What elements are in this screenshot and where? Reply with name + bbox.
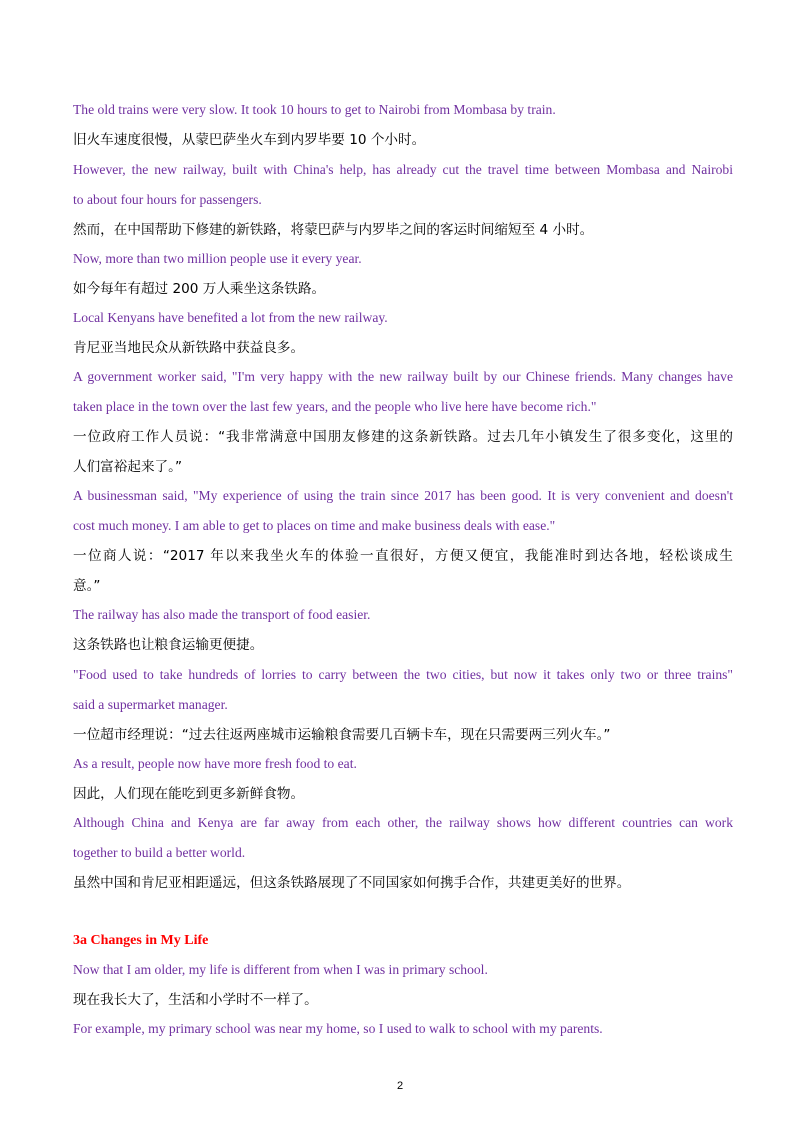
- chinese-line: 如今每年有超过 200 万人乘坐这条铁路。: [73, 281, 326, 297]
- chinese-line: 旧火车速度很慢，从蒙巴萨坐火车到内罗毕要 10 个小时。: [73, 132, 426, 148]
- english-line: Although China and Kenya are far away from each other, the railway shows how different countries can work: [73, 815, 733, 830]
- english-line: The old trains were very slow. It took 10 hours to get to Nairobi from Mombasa by train.: [73, 102, 556, 117]
- chinese-line: 然而，在中国帮助下修建的新铁路，将蒙巴萨与内罗毕之间的客运时间缩短至 4 小时。: [73, 222, 594, 238]
- english-line: The railway has also made the transport of food easier.: [73, 607, 371, 622]
- english-line: said a supermarket manager.: [73, 697, 228, 712]
- english-line: to about four hours for passengers.: [73, 192, 262, 207]
- chinese-line: 一位超市经理说：“过去往返两座城市运输粮食需要几百辆卡车，现在只需要两三列火车。”: [73, 727, 611, 743]
- english-line: A businessman said, "My experience of using the train since 2017 has been good. It is very convenient and doesn't: [73, 488, 733, 503]
- chinese-line: 肯尼亚当地民众从新铁路中获益良多。: [73, 340, 305, 356]
- english-line: "Food used to take hundreds of lorries to carry between the two cities, but now it takes only two or three trains": [73, 667, 733, 682]
- chinese-line: 人们富裕起来了。”: [73, 459, 182, 475]
- section-heading: 3a Changes in My Life: [73, 933, 209, 948]
- english-line: Now, more than two million people use it every year.: [73, 251, 362, 266]
- english-line: Local Kenyans have benefited a lot from the new railway.: [73, 310, 388, 325]
- english-line: However, the new railway, built with China's help, has already cut the travel time between Mombasa and Nairobi: [73, 162, 733, 177]
- chinese-line: 这条铁路也让粮食运输更便捷。: [73, 637, 264, 653]
- page-number: 2: [396, 1080, 404, 1092]
- english-line: As a result, people now have more fresh food to eat.: [73, 756, 357, 771]
- chinese-line: 一位商人说：“2017 年以来我坐火车的体验一直很好，方便又便宜，我能准时到达各地，轻松谈成生: [73, 548, 733, 564]
- english-line: cost much money. I am able to get to places on time and make business deals with ease.": [73, 518, 556, 533]
- chinese-line: 因此，人们现在能吃到更多新鲜食物。: [73, 786, 305, 802]
- chinese-line: 意。”: [73, 578, 101, 594]
- chinese-line: 虽然中国和肯尼亚相距遥远，但这条铁路展现了不同国家如何携手合作，共建更美好的世界。: [73, 875, 631, 891]
- english-line: For example, my primary school was near my home, so I used to walk to school with my parents.: [73, 1021, 603, 1036]
- chinese-line: 现在我长大了，生活和小学时不一样了。: [73, 992, 318, 1008]
- chinese-line: 一位政府工作人员说：“我非常满意中国朋友修建的这条新铁路。过去几年小镇发生了很多变化，这里的: [73, 429, 733, 445]
- english-line: Now that I am older, my life is different from when I was in primary school.: [73, 962, 488, 977]
- english-line: together to build a better world.: [73, 845, 246, 860]
- english-line: A government worker said, "I'm very happy with the new railway built by our Chinese friends. Many changes have: [73, 369, 733, 384]
- english-line: taken place in the town over the last few years, and the people who live here have become rich.": [73, 399, 597, 414]
